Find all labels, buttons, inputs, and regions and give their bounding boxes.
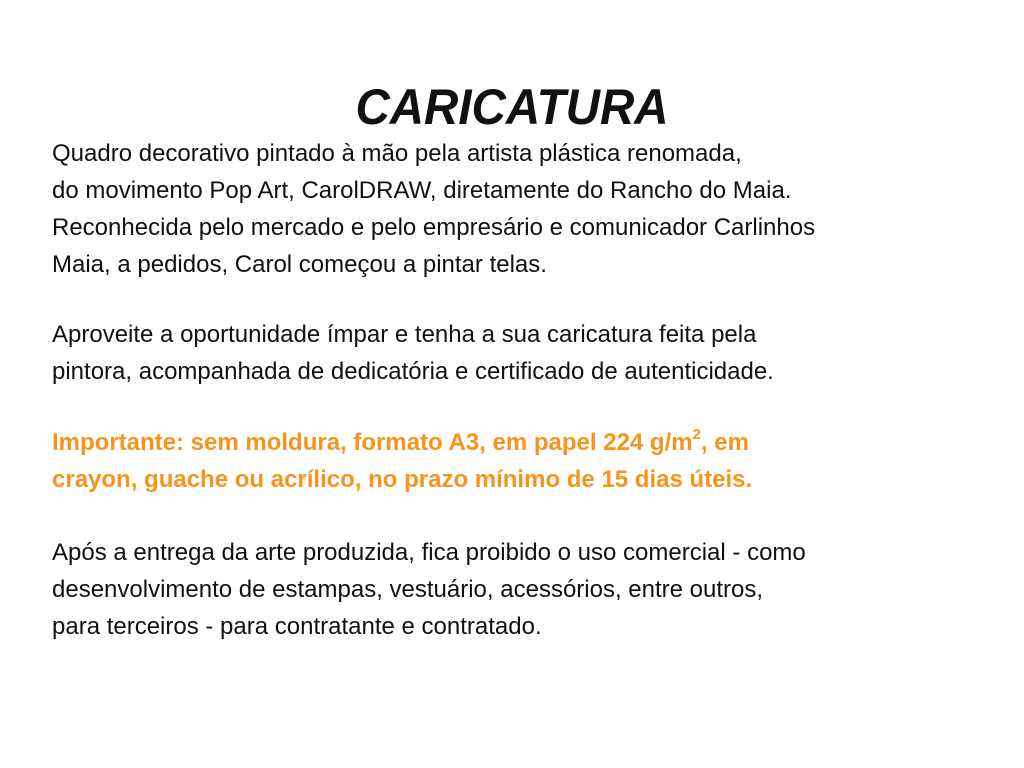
text-line: Aproveite a oportunidade ímpar e tenha a sua caricatura feita pela (52, 321, 757, 348)
important-notice (52, 424, 1012, 498)
description-paragraph (52, 135, 1012, 283)
important-text-start: Importante: sem moldura, formato A3, em papel 224 g/m (52, 429, 693, 456)
offer-paragraph (52, 316, 1012, 390)
important-line-2: crayon, guache ou acrílico, no prazo mínimo de 15 dias úteis. (52, 466, 753, 493)
text-line: Reconhecida pelo mercado e pelo empresário e comunicador Carlinhos (52, 214, 816, 241)
text-line: pintora, acompanhada de dedicatória e certificado de autenticidade. (52, 358, 774, 385)
page-title: CARICATURA (355, 78, 669, 135)
text-line: do movimento Pop Art, CarolDRAW, diretamente do Rancho do Maia. (52, 177, 792, 204)
superscript-two: 2 (692, 426, 701, 443)
important-text-end: , em (700, 429, 749, 456)
important-line-1 (52, 424, 1012, 461)
text-line: para terceiros - para contratante e contratado. (52, 613, 542, 640)
text-line: Quadro decorativo pintado à mão pela artista plástica renomada, (52, 140, 742, 167)
text-line: desenvolvimento de estampas, vestuário, acessórios, entre outros, (52, 576, 764, 603)
usage-restriction-paragraph (52, 534, 1012, 645)
text-line: Após a entrega da arte produzida, fica proibido o uso comercial - como (52, 539, 806, 566)
text-line: Maia, a pedidos, Carol começou a pintar telas. (52, 251, 547, 278)
